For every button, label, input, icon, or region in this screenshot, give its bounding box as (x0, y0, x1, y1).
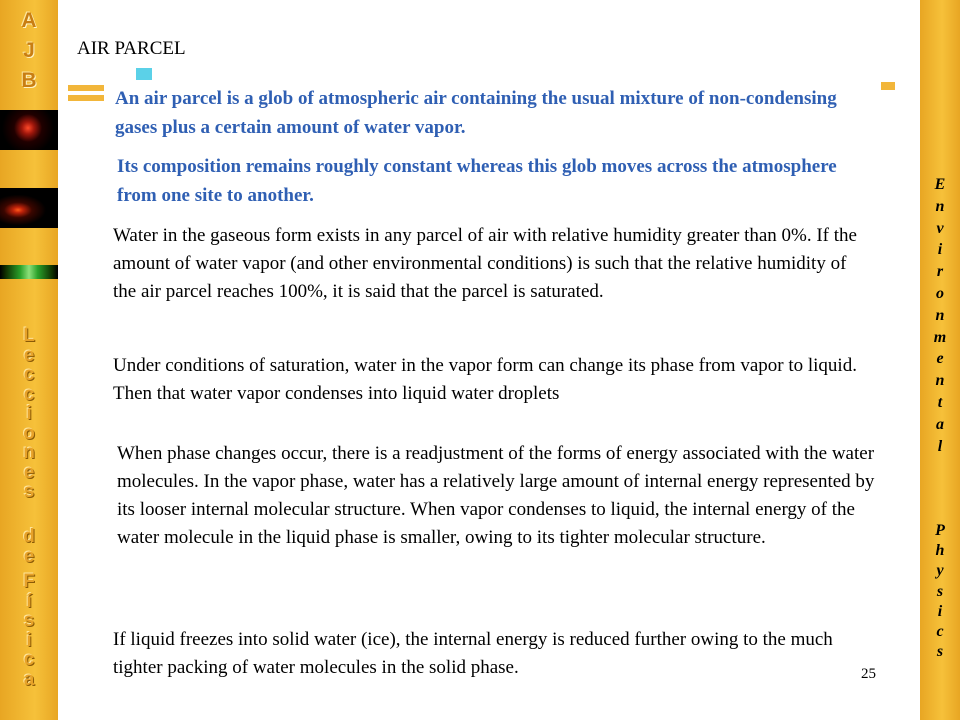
vertical-letter: n (23, 442, 35, 463)
vertical-letter: c (23, 649, 35, 670)
vertical-letter: v (936, 219, 944, 237)
orange-dash-decoration (68, 95, 104, 101)
vertical-letter: P (935, 522, 945, 539)
vertical-letter: l (937, 437, 943, 455)
vertical-letter: í (26, 590, 32, 612)
vertical-letter: m (933, 328, 947, 346)
vertical-letter: E (934, 176, 946, 193)
vertical-letter: e (23, 344, 35, 366)
vertical-letter: s (936, 582, 944, 600)
paragraph-freezing: If liquid freezes into solid water (ice), the internal energy is reduced further owing to the much tighter packing of water molecules in the solid phase. (113, 629, 833, 678)
vertical-letter: o (936, 285, 944, 302)
vertical-letter: a (23, 668, 35, 690)
orange-dash-decoration (68, 85, 104, 91)
cyan-square-decoration (136, 68, 152, 80)
vertical-letter: a (936, 415, 944, 433)
intro-composition: Its composition remains roughly constant whereas this glob moves across the atmosphere from one site to another. (117, 156, 837, 206)
logo-letter: B (21, 69, 37, 92)
vertical-letter: i (937, 241, 943, 259)
laser-photo-thumbnail (0, 188, 58, 228)
paragraph-phase-change: When phase changes occur, there is a readjustment of the forms of energy associated with the water molecules. In the vapor phase, water has a relatively large amount of internal energy represented by its looser internal molecular structure. When vapor condenses to liquid, the internal energy of the water molecule in the liquid phase is smaller, owing to its tighter molecular structure. (117, 443, 875, 548)
vertical-letter: c (23, 364, 35, 385)
vertical-letter: y (936, 562, 944, 580)
paragraph-saturation: Under conditions of saturation, water in the vapor form can change its phase from vapor to liquid. Then that water vapor condenses into liquid water droplets (113, 355, 857, 404)
vertical-letter: r (936, 263, 944, 281)
vertical-letter: i (26, 403, 32, 424)
vertical-letter: L (23, 325, 35, 346)
logo-letter: A (21, 9, 37, 32)
vertical-letter: d (23, 526, 35, 547)
vertical-letter: t (937, 394, 943, 411)
orange-square-decoration (881, 82, 895, 90)
paragraph-water-vapor: Water in the gaseous form exists in any parcel of air with relative humidity greater than 0%. If the amount of water vapor (and other environmental conditions) is such that the relative humidity of the air parcel reaches 100%, it is said that the parcel is saturated. (113, 225, 857, 302)
logo-letter: J (23, 39, 35, 62)
vertical-letter: i (937, 602, 943, 620)
vertical-letter: F (23, 571, 35, 592)
vertical-letter: c (936, 623, 944, 640)
vertical-letter: n (935, 306, 945, 324)
vertical-letter: o (23, 422, 35, 444)
spectrum-thumbnail (0, 265, 58, 279)
page-number: 25 (861, 666, 876, 682)
vertical-letter: e (23, 461, 35, 483)
vertical-letter: n (935, 197, 945, 215)
vertical-letter: s (936, 643, 944, 661)
lab-photo-thumbnail (0, 110, 58, 150)
left-sidebar (0, 0, 58, 720)
vertical-letter: h (935, 542, 945, 560)
slide-title: AIR PARCEL (77, 38, 186, 59)
vertical-letter: e (23, 545, 35, 567)
vertical-letter: i (26, 629, 32, 651)
vertical-letter: s (23, 481, 35, 502)
vertical-letter: e (936, 350, 944, 368)
intro-definition: An air parcel is a glob of atmospheric air containing the usual mixture of non-condensing gases plus a certain amount of water vapor. (115, 88, 837, 138)
vertical-letter: s (23, 610, 35, 631)
vertical-letter: n (935, 372, 945, 390)
right-sidebar (920, 0, 960, 720)
vertical-letter: c (23, 383, 35, 405)
